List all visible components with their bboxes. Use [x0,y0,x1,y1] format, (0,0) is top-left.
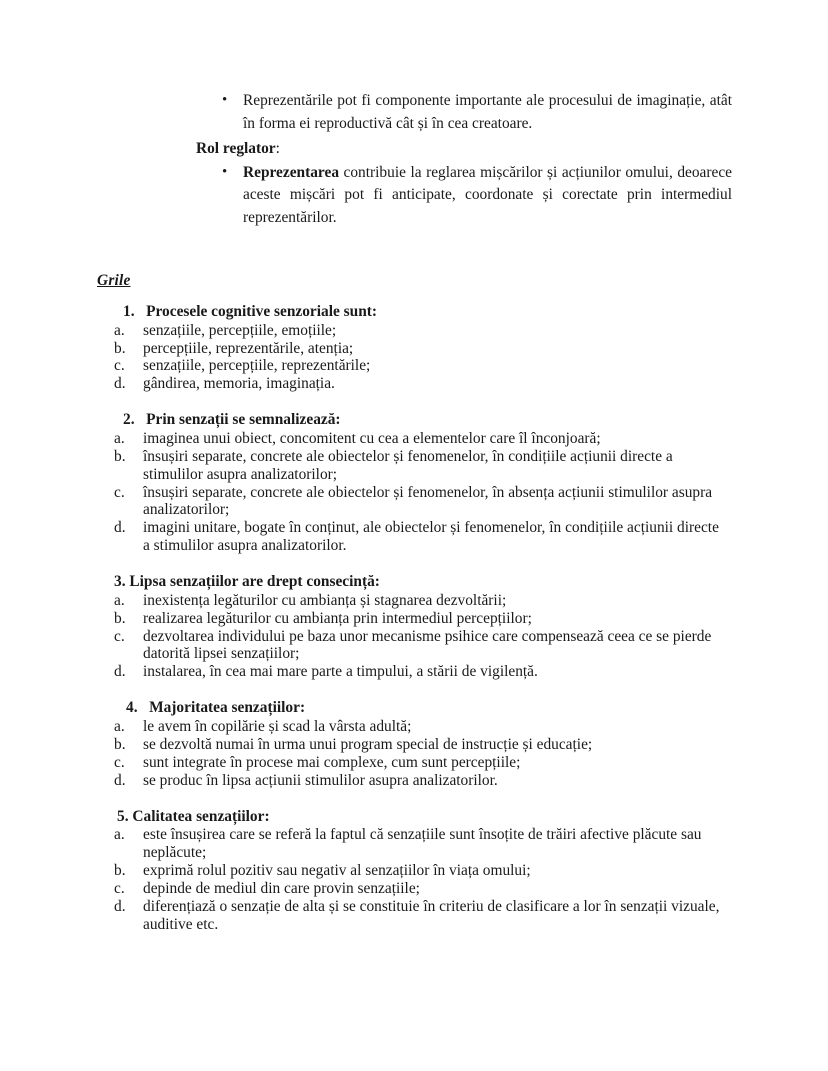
page-title: Grile [97,272,131,289]
option-text: depinde de mediul din care provin senzațiile; [143,879,420,897]
option-letter: a. [114,429,125,447]
option-text: gândirea, memoria, imaginația. [143,375,335,393]
list-item[interactable] [114,591,727,610]
question-title: 4. Majoritatea senzațiilor: [126,699,306,717]
option-letter: c. [114,879,125,897]
list-item[interactable] [114,861,727,880]
question-block [0,411,828,555]
option-text: inexistența legăturilor cu ambianța și stagnarea dezvoltării; [143,591,507,609]
option-letter: b. [114,609,126,627]
list-item-lead: Reprezentarea [243,163,340,181]
list-item[interactable] [114,609,727,628]
option-text: le avem în copilărie și scad la vârsta adultă; [143,717,412,735]
intro-bullet-list [0,90,828,135]
list-item: • Reprezentările pot fi componente importante ale procesului de imaginație, atât în forma ei reproductivă cât și în cea creatoare. [243,90,732,135]
list-item[interactable] [114,663,727,681]
list-item[interactable] [114,826,727,862]
rol-reglator-heading [196,138,828,161]
option-letter: c. [114,483,125,501]
questions-list [0,303,828,952]
option-text: exprimă rolul pozitiv sau negativ al senzațiilor în viața omului; [143,861,531,879]
question-block [0,573,828,681]
option-letter: a. [114,717,125,735]
option-text: senzațiile, percepțiile, emoțiile; [143,321,337,339]
list-item[interactable] [114,771,727,790]
option-letter: d. [114,375,126,393]
list-item[interactable] [114,429,727,448]
option-text: diferențiază o senzație de alta și se constituie în criteriu de clasificare a lor în senzații vizuale, auditive etc. [143,897,720,933]
option-letter: a. [114,826,125,844]
option-text: imaginea unui obiect, concomitent cu cea a elementelor care îl înconjoară; [143,429,601,447]
question-title: 5. Calitatea senzațiilor: [117,807,270,825]
option-letter: c. [114,357,125,375]
option-text: senzațiile, percepțiile, reprezentările; [143,357,371,375]
question-title: 3. Lipsa senzațiilor are drept consecință: [114,573,380,591]
option-list [0,826,828,933]
option-text: însușiri separate, concrete ale obiectelor și fenomenelor, în absența acțiunii stimulilor asupra analizatorilor; [143,483,713,519]
option-text: imagini unitare, bogate în conținut, ale obiectelor și fenomenelor, în condițiile acțiunii directe a stimulilor asupra analizatorilor. [143,519,719,555]
question-block [0,303,828,393]
list-item[interactable] [114,321,727,340]
list-item [243,162,732,230]
regulator-bullet-list [0,162,828,230]
rol-reglator-colon: : [275,140,280,158]
option-list [0,430,828,555]
list-item[interactable] [114,357,727,375]
list-item-body: contribuie la reglarea mișcărilor și acțiunilor omului, deoarece aceste mișcări pot fi anticipate, coordonate și corectate prin intermediul reprezentărilor. [243,163,732,226]
option-letter: a. [114,591,125,609]
list-item[interactable] [114,375,727,393]
option-list [0,718,828,790]
option-list [0,322,828,394]
option-text: se produc în lipsa acțiunii stimulilor asupra analizatorilor. [143,771,498,789]
rol-reglator-label: Rol reglator [196,140,276,158]
list-item[interactable] [114,339,727,358]
list-item[interactable] [114,447,727,484]
option-list [0,592,828,682]
option-text: sunt integrate în procese mai complexe, cum sunt percepțiile; [143,753,521,771]
list-item[interactable] [114,879,727,898]
option-letter: d. [114,519,126,537]
option-letter: b. [114,735,126,753]
option-text: este însușirea care se referă la faptul că senzațiile sunt însoțite de trăiri afective plăcute sau neplăcute; [143,826,702,861]
list-item[interactable] [114,735,727,754]
question-block [0,699,828,789]
list-item[interactable] [114,519,727,555]
option-letter: d. [114,897,126,915]
option-text: percepțiile, reprezentările, atenția; [143,339,354,357]
option-letter: c. [114,627,125,645]
option-letter: d. [114,771,126,789]
intro-section [0,90,828,230]
list-item[interactable] [114,483,727,520]
option-letter: b. [114,339,126,357]
option-text: realizarea legăturilor cu ambianța prin intermediul percepțiilor; [143,609,532,627]
list-item[interactable] [114,627,727,664]
question-block [0,808,828,934]
option-text: dezvoltarea individului pe baza unor mecanisme psihice care compensează ceea ce se pierde datorită lipsei senzațiilor; [143,627,712,663]
list-item[interactable] [114,897,727,934]
option-text: însușiri separate, concrete ale obiectelor și fenomenelor, în condițiile acțiunii directe a stimulilor asupra analizatorilor; [143,447,673,483]
option-text: se dezvoltă numai în urma unui program special de instrucție și educație; [143,735,593,753]
question-title: 2. Prin senzații se semnalizează: [123,411,341,429]
option-letter: c. [114,753,125,771]
option-letter: b. [114,447,126,465]
question-title: 1. Procesele cognitive senzoriale sunt: [123,303,378,320]
list-item[interactable] [114,753,727,772]
list-item[interactable] [114,717,727,736]
option-text: instalarea, în cea mai mare parte a timpului, a stării de vigilență. [143,663,538,681]
option-letter: d. [114,663,126,681]
option-letter: a. [114,321,125,339]
option-letter: b. [114,861,126,879]
